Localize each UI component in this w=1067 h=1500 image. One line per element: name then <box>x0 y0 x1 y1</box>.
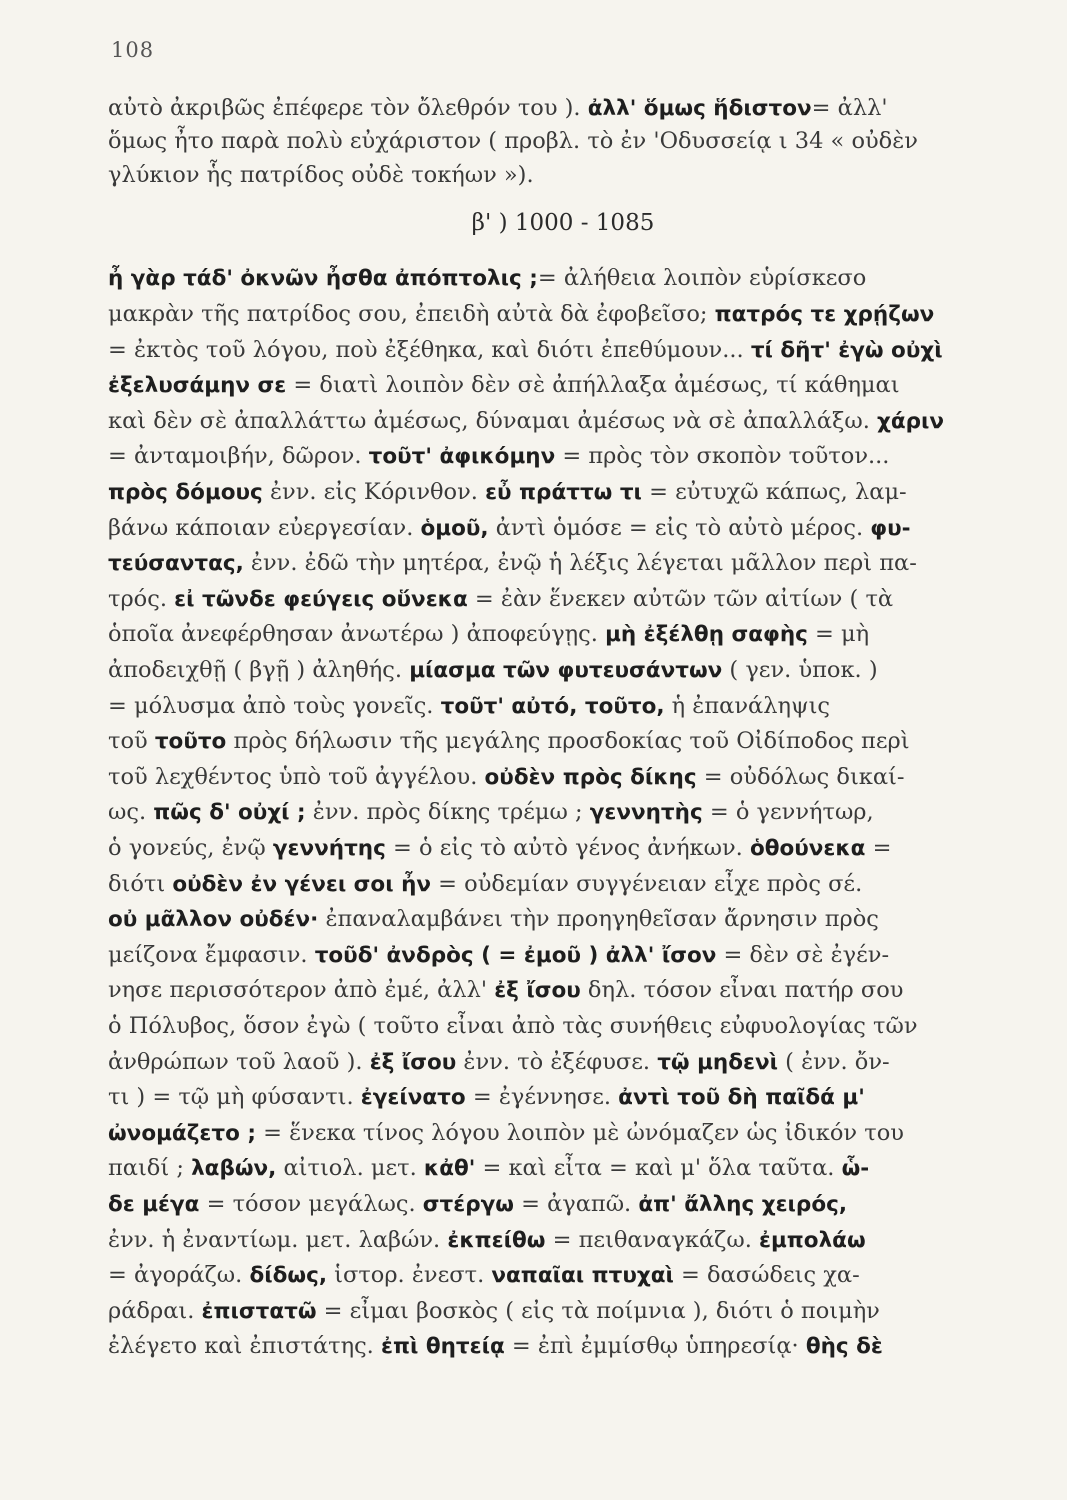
lemma-term: ἐξελυσάμην σε <box>108 373 287 399</box>
gloss-text: = ἀλήθεια λοιπὸν εὑρίσκεσο <box>537 265 867 292</box>
lemma-term: ἐγείνατο <box>360 1085 466 1111</box>
gloss-text: ἱστορ. ἐνεστ. <box>327 1262 492 1289</box>
lemma-term: μίασμα τῶν φυτευσάντων <box>409 658 723 684</box>
gloss-text: = πειθαναγκάζω. <box>545 1226 760 1253</box>
text-line <box>108 439 988 475</box>
text-line <box>108 92 988 125</box>
gloss-text: ἐνν. ἐδῶ τὴν μητέρα, ἐνῷ ἡ λέξις λέγεται μᾶλλον περὶ πα- <box>243 550 917 577</box>
gloss-text: πρὸς δήλωσιν τῆς μεγάλης προσδοκίας τοῦ Οἰδίποδος περὶ <box>226 728 910 755</box>
gloss-text: ἐνν. τὸ ἐξέφυσε. <box>456 1048 658 1075</box>
text-line <box>108 867 988 903</box>
gloss-text: = ἕνεκα τίνος λόγου λοιπὸν μὲ ὠνόμαζεν ὡς ἰδικόν του <box>255 1119 904 1146</box>
gloss-text: ὁ γονεύς, ἐνῷ <box>108 834 273 861</box>
gloss-text: ἀντὶ ὁμόσε = εἰς τὸ αὐτὸ μέρος. <box>488 514 871 541</box>
lemma-term: τοῦτο <box>154 729 227 755</box>
gloss-text: = τόσον μεγάλως. <box>199 1190 423 1217</box>
gloss-text: μείζονα ἔμφασιν. <box>108 941 315 968</box>
lemma-term: ὠνομάζετο ; <box>108 1120 256 1146</box>
gloss-text: ὁ Πόλυβος, ὅσον ἐγὼ ( τοῦτο εἶναι ἀπὸ τὰς συνήθεις εὐφυολογίας τῶν <box>108 1012 918 1039</box>
gloss-text: ως. <box>108 799 154 826</box>
gloss-text: ἐνν. ἡ ἐναντίωμ. μετ. λαβών. <box>108 1226 448 1253</box>
text-line <box>108 724 988 760</box>
gloss-text: ( ἐνν. ὄν- <box>777 1048 890 1075</box>
lemma-term: στέργω <box>422 1191 514 1217</box>
text-line <box>108 1294 988 1330</box>
gloss-text: ἐνν. πρὸς δίκης τρέμω ; <box>305 799 590 826</box>
gloss-text: = εἶμαι βοσκὸς ( εἰς τὰ ποίμνια ), διότι ὁ ποιμὴν <box>316 1297 880 1324</box>
lemma-term: ἦ γὰρ τάδ' ὀκνῶν ἦσθα ἀπόπτολις ; <box>108 266 538 292</box>
gloss-text: = ἀνταμοιβήν, δῶρον. <box>108 443 369 470</box>
lemma-term: ἀντὶ τοῦ δὴ παῖδά μ' <box>618 1085 865 1111</box>
lemma-term: πρὸς δόμους <box>108 480 263 506</box>
text-line <box>108 617 988 653</box>
gloss-text: αὐτὸ ἀκριβῶς ἐπέφερε τὸν ὄλεθρόν του ). <box>108 95 588 121</box>
gloss-text: ἐλέγετο καὶ ἐπιστάτης. <box>108 1333 381 1360</box>
section-heading: β' ) 1000 - 1085 <box>471 209 655 236</box>
text-line <box>108 1258 988 1294</box>
text-line <box>108 831 988 867</box>
lemma-term: τῷ μηδενὶ <box>657 1049 778 1075</box>
lemma-term: ναπαῖαι πτυχαὶ <box>491 1263 674 1289</box>
gloss-text: παιδί ; <box>108 1155 192 1182</box>
gloss-text: νησε περισσότερον ἀπὸ ἐμέ, ἀλλ' <box>108 977 495 1004</box>
gloss-text: = καὶ εἶτα = καὶ μ' ὅλα ταῦτα. <box>475 1155 842 1182</box>
text-line <box>108 973 988 1009</box>
page-number: 108 <box>111 38 155 62</box>
text-line <box>108 297 988 333</box>
lemma-term: τοῦτ' αὐτό, τοῦτο, <box>440 693 665 719</box>
text-line <box>108 653 988 689</box>
gloss-text: ἀποδειχθῇ ( βγῇ ) ἀληθής. <box>108 657 410 684</box>
gloss-text: ὁποῖα ἀνεφέρθησαν ἀνωτέρω ) ἀποφεύγῃς. <box>108 621 606 648</box>
gloss-text: = ἐπὶ ἐμμίσθῳ ὑπηρεσίᾳ· <box>504 1333 806 1360</box>
text-line <box>108 1151 988 1187</box>
lemma-term: ἀλλ' ὅμως ἥδιστον <box>587 96 812 121</box>
lemma-term: γεννητὴς <box>589 800 703 826</box>
lemma-term: εἰ τῶνδε φεύγεις οὕνεκα <box>174 586 468 612</box>
lemma-term: δε μέγα <box>108 1191 200 1217</box>
lemma-term: γεννήτης <box>272 835 386 861</box>
text-line <box>108 938 988 974</box>
gloss-text: = ἐὰν ἕνεκεν αὐτῶν τῶν αἰτίων ( τὰ <box>467 585 894 612</box>
lemma-term: λαβών, <box>191 1156 277 1182</box>
gloss-text: ἡ ἐπανάληψις <box>664 692 831 719</box>
gloss-text: = δὲν σὲ ἐγέν- <box>716 941 890 968</box>
gloss-text: = ἀλλ' <box>811 95 888 121</box>
text-line <box>108 1045 988 1081</box>
gloss-text: = ἐγέννησε. <box>465 1084 619 1111</box>
gloss-text: γλύκιον ἧς πατρίδος οὐδὲ τοκήων »). <box>108 161 534 188</box>
gloss-text: ἐνν. εἰς Κόρινθον. <box>262 479 486 506</box>
text-line <box>108 511 988 547</box>
gloss-text: = μὴ <box>807 621 870 648</box>
intro-paragraph <box>108 92 988 192</box>
lemma-term: ἐπιστατῶ <box>201 1298 317 1324</box>
gloss-text: τοῦ λεχθέντος ὑπὸ τοῦ ἀγγέλου. <box>108 763 485 790</box>
text-line <box>108 1009 988 1045</box>
text-line <box>108 125 988 158</box>
text-line <box>108 760 988 796</box>
gloss-text: ( γεν. ὑποκ. ) <box>722 657 878 684</box>
text-line <box>108 582 988 618</box>
gloss-text: = οὐδεμίαν συγγένειαν εἶχε πρὸς σέ. <box>431 870 863 897</box>
gloss-text: = ἀγαπῶ. <box>513 1190 639 1217</box>
text-line <box>108 475 988 511</box>
lemma-term: πῶς δ' οὐχί ; <box>153 800 306 826</box>
text-line <box>108 546 988 582</box>
text-line <box>108 261 988 297</box>
gloss-text: = ὁ εἰς τὸ αὐτὸ γένος ἀνήκων. <box>385 834 750 861</box>
text-line <box>108 795 988 831</box>
text-line <box>108 902 988 938</box>
lemma-term: ἐξ ἴσου <box>494 978 581 1004</box>
gloss-text: = δασώδεις χα- <box>673 1262 860 1289</box>
gloss-text: ράδραι. <box>108 1297 202 1324</box>
main-paragraph <box>108 261 988 1364</box>
lemma-term: δίδως, <box>249 1263 327 1289</box>
gloss-text: βάνω κάποιαν εὐεργεσίαν. <box>108 514 421 541</box>
lemma-term: τοῦτ' ἀφικόμην <box>368 444 556 470</box>
text-line <box>108 1223 988 1259</box>
gloss-text: ἀνθρώπων τοῦ λαοῦ ). <box>108 1048 370 1075</box>
lemma-term: ἐκπείθω <box>447 1227 546 1253</box>
text-line <box>108 1080 988 1116</box>
gloss-text: καὶ δὲν σὲ ἀπαλλάττω ἀμέσως, δύναμαι ἀμέσως νὰ σὲ ἀπαλλάξω. <box>108 407 877 434</box>
text-line <box>108 1116 988 1152</box>
lemma-term: οὐ μᾶλλον οὐδέν· <box>108 907 319 933</box>
gloss-text: δηλ. τόσον εἶναι πατήρ σου <box>580 977 904 1004</box>
lemma-term: ἐπὶ θητείᾳ <box>381 1334 505 1360</box>
lemma-term: μὴ ἐξέλθῃ σαφὴς <box>605 622 808 648</box>
lemma-term: ὧ- <box>841 1156 870 1182</box>
lemma-term: ἐξ ἴσου <box>369 1049 457 1075</box>
gloss-text: ὅμως ἦτο παρὰ πολὺ εὐχάριστον ( προβλ. τὸ ἐν 'Οδυσσείᾳ ι 34 « οὐδὲν <box>108 128 918 155</box>
gloss-text: = μόλυσμα ἀπὸ τοὺς γονεῖς. <box>108 692 441 719</box>
gloss-text: = ἀγοράζω. <box>108 1262 250 1289</box>
text-line <box>108 1187 988 1223</box>
gloss-text: τι ) = τῷ μὴ φύσαντι. <box>108 1084 361 1111</box>
lemma-term: ἀπ' ἄλλης χειρός, <box>638 1191 848 1217</box>
lemma-term: κἀθ' <box>423 1156 476 1182</box>
text-line <box>108 333 988 369</box>
gloss-text: ἐπαναλαμβάνει τὴν προηγηθεῖσαν ἄρνησιν πρὸς <box>318 906 879 933</box>
lemma-term: τί δῆτ' ἐγὼ οὐχὶ <box>750 337 943 363</box>
commentary-text <box>108 92 988 1365</box>
lemma-term: τοῦδ' ἀνδρὸς ( = ἐμοῦ ) ἀλλ' ἴσον <box>314 942 717 968</box>
lemma-term: οὐδὲν πρὸς δίκης <box>484 764 697 790</box>
lemma-term: ὁμοῦ, <box>420 515 489 541</box>
lemma-term: χάριν <box>877 408 945 434</box>
lemma-term: οὐδὲν ἐν γένει σοι ἦν <box>172 871 432 897</box>
gloss-text: = πρὸς τὸν σκοπὸν τοῦτον... <box>555 443 890 470</box>
gloss-text: = οὐδόλως δικαί- <box>696 763 905 790</box>
text-line <box>108 368 988 404</box>
gloss-text: = ὁ γεννήτωρ, <box>702 799 874 826</box>
gloss-text: = διατὶ λοιπὸν δὲν σὲ ἀπήλλαξα ἀμέσως, τί κάθημαι <box>286 372 900 399</box>
gloss-text: = ἐκτὸς τοῦ λόγου, ποὺ ἐξέθηκα, καὶ διότι ἐπεθύμουν... <box>108 336 751 363</box>
gloss-text: μακρὰν τῆς πατρίδος σου, ἐπειδὴ αὐτὰ δὰ ἐφοβεῖσο; <box>108 301 715 328</box>
lemma-term: ἐμπολάω <box>759 1227 866 1253</box>
lemma-term: ὁθούνεκα <box>749 835 866 861</box>
lemma-term: θὴς δὲ <box>805 1334 883 1360</box>
text-line <box>108 159 988 192</box>
gloss-text: τρός. <box>108 585 175 612</box>
text-line <box>108 689 988 725</box>
gloss-text: τοῦ <box>108 728 155 755</box>
gloss-text: = <box>865 834 892 861</box>
lemma-term: εὖ πράττω τι <box>485 480 642 506</box>
gloss-text: = εὐτυχῶ κάπως, λαμ- <box>641 479 907 506</box>
lemma-term: τεύσαντας, <box>108 551 244 577</box>
gloss-text: αἰτιολ. μετ. <box>276 1155 424 1182</box>
text-line <box>108 404 988 440</box>
lemma-term: φυ- <box>870 515 911 541</box>
gloss-text: διότι <box>108 870 173 897</box>
text-line <box>108 1329 988 1365</box>
lemma-term: πατρός τε χρῄζων <box>714 302 935 328</box>
